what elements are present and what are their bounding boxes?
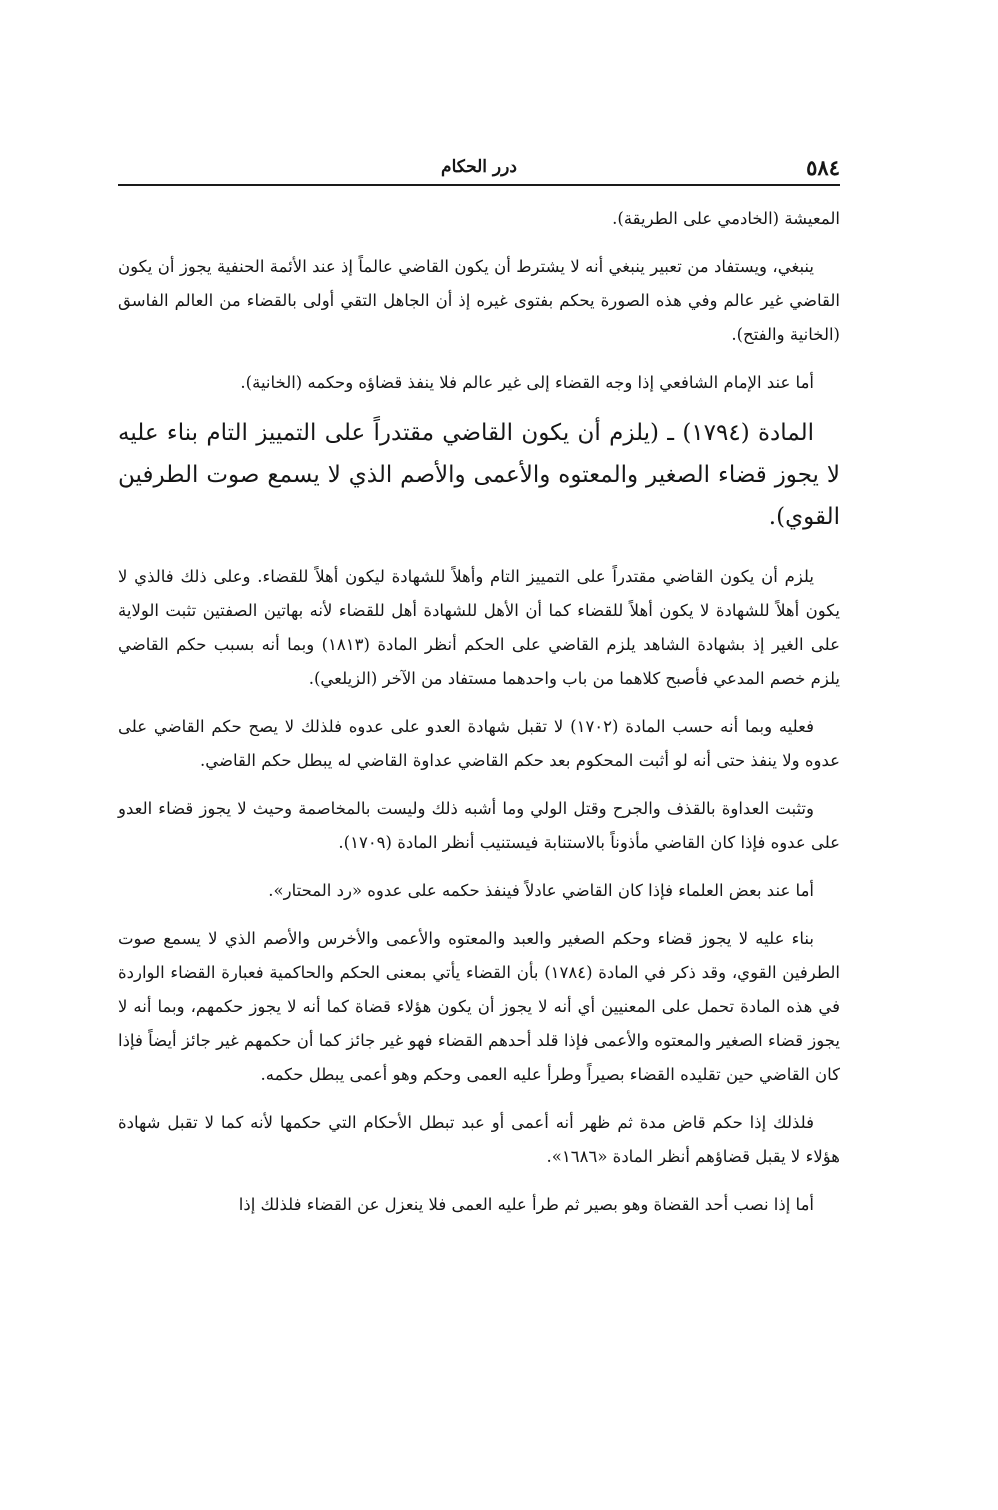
paragraph-3: أما عند الإمام الشافعي إذا وجه القضاء إلى غير عالم فلا ينفذ قضاؤه وحكمه (الخانية). [240,373,814,392]
paragraph-5: فعليه وبما أنه حسب المادة (١٧٠٢) لا تقبل شهادة العدو على عدوه فلذلك لا يصح حكم القاضي على عدوه ولا ينفذ حتى أنه لو أثبت المحكوم بعد حكم القاضي عداوة القاضي له يبطل حكم القاضي. [118,717,840,770]
article-heading: المادة (١٧٩٤) ـ (يلزم أن يكون القاضي مقتدراً على التمييز التام بناء عليه لا يجوز قضاء الصغير والمعتوه والأعمى والأصم الذي لا يسمع صوت الطرفين القوي). [118,420,840,530]
paragraph-6: وتثبت العداوة بالقذف والجرح وقتل الولي وما أشبه ذلك وليست بالمخاصمة وحيث لا يجوز قضاء العدو على عدوه فإذا كان القاضي مأذوناً بالاستنابة فيستنيب أنظر المادة (١٧٠٩). [118,799,840,852]
running-title: درر الحكام [441,157,517,177]
paragraph-10: أما إذا نصب أحد القضاة وهو بصير ثم طرأ عليه العمى فلا ينعزل عن القضاء فلذلك إذا [238,1195,814,1214]
page-number: ٥٨٤ [806,155,840,180]
book-page [118,0,840,1510]
page-header [118,155,840,183]
header-rule [118,184,840,186]
paragraph-4: يلزم أن يكون القاضي مقتدراً على التمييز التام وأهلاً للشهادة ليكون أهلاً للقضاء. وعلى ذلك فالذي لا يكون أهلاً للشهادة لا يكون أهلاً للقضاء كما أن الأهل للشهادة أهل للقضاء لأنه بهاتين الصفتين تثبت الولاية على الغير إذ بشهادة الشاهد يلزم القاضي على الحكم أنظر المادة (١٨١٣) وبما أنه بسبب حكم القاضي يلزم خصم المدعي فأصبح كلاهما من باب واحدهما مستفاد من الآخر (الزيلعي). [118,567,840,688]
paragraph-2: ينبغي، ويستفاد من تعبير ينبغي أنه لا يشترط أن يكون القاضي عالماً إذ عند الأئمة الحنفية يجوز أن يكون القاضي غير عالم وفي هذه الصورة يحكم بفتوى غيره إذ أن الجاهل التقي أولى بالقضاء من العالم الفاسق (الخانية والفتح). [118,257,840,344]
paragraph-1: المعيشة (الخادمي على الطريقة). [612,209,840,228]
body-text [118,202,840,1222]
paragraph-7: أما عند بعض العلماء فإذا كان القاضي عادلاً فينفذ حكمه على عدوه «رد المحتار». [268,881,814,900]
paragraph-8: بناء عليه لا يجوز قضاء وحكم الصغير والعبد والمعتوه والأعمى والأخرس والأصم الذي لا يسمع صوت الطرفين القوي، وقد ذكر في المادة (١٧٨٤) بأن القضاء يأتي بمعنى الحكم والحاكمية فعبارة القضاء الواردة في هذه المادة تحمل على المعنيين أي أنه لا يجوز أن يكون هؤلاء قضاة كما أنه لا يجوز حكمهم، وبما أنه لا يجوز قضاء الصغير والمعتوه والأعمى فإذا قلد أحدهم القضاء فهو غير جائز كما أن حكمهم غير جائز أيضاً فإذا كان القاضي حين تقليده القضاء بصيراً وطرأ عليه العمى وحكم وهو أعمى يبطل حكمه. [118,929,840,1084]
paragraph-9: فلذلك إذا حكم قاض مدة ثم ظهر أنه أعمى أو عبد تبطل الأحكام التي حكمها لأنه كما لا تقبل شهادة هؤلاء لا يقبل قضاؤهم أنظر المادة «١٦٨٦». [118,1113,840,1166]
